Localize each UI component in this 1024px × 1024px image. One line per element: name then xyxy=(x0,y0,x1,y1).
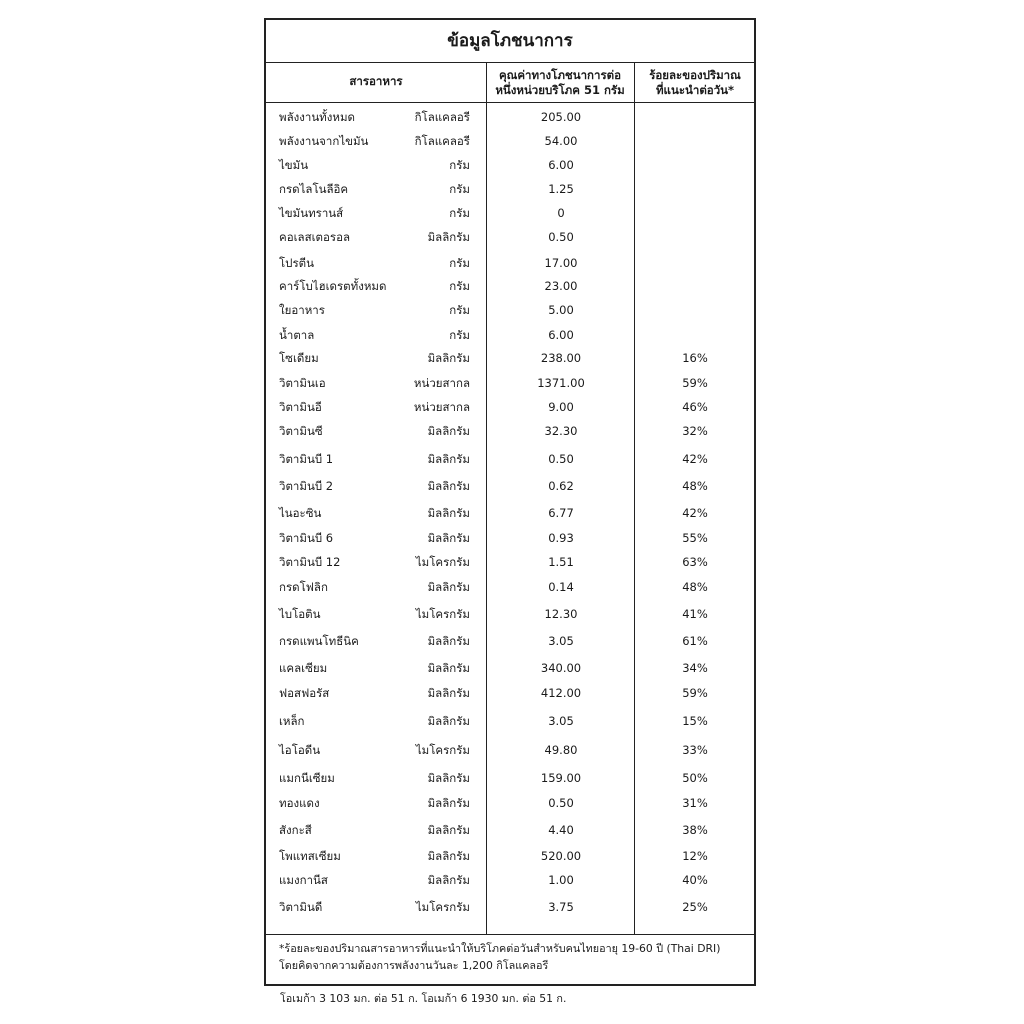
nutrient-value: 0.93 xyxy=(548,531,574,545)
nutrient-percent: 15% xyxy=(682,714,708,728)
omega-note: โอเมก้า 3 103 มก. ต่อ 51 ก. โอเมก้า 6 1930 มก. ต่อ 51 ก. xyxy=(280,992,567,1005)
footnote-line-2: โดยคิดจากความต้องการพลังงานวันละ 1,200 กิโลแคลอรี xyxy=(279,959,549,972)
nutrient-percent: 16% xyxy=(682,351,708,365)
table-row xyxy=(266,869,754,891)
nutrient-name: คอเลสเตอรอล xyxy=(279,230,351,244)
nutrient-percent: 42% xyxy=(682,452,708,466)
nutrient-unit: ไมโครกรัม xyxy=(415,743,470,757)
nutrient-value: 340.00 xyxy=(540,661,582,675)
nutrient-name: กรดแพนโทธีนิค xyxy=(279,634,359,648)
nutrient-name: ไนอะซิน xyxy=(279,506,322,520)
nutrient-percent: 59% xyxy=(682,376,708,390)
header-percent-rdi: ร้อยละของปริมาณ ที่แนะนำต่อวัน* xyxy=(649,68,741,97)
nutrient-unit: กรัม xyxy=(449,328,470,342)
nutrient-unit: ไมโครกรัม xyxy=(415,607,470,621)
nutrient-value: 6.00 xyxy=(548,158,574,172)
nutrient-percent: 25% xyxy=(682,900,708,914)
nutrient-name: โพแทสเซียม xyxy=(279,849,341,863)
nutrient-unit: มิลลิกรัม xyxy=(427,849,470,863)
nutrient-name: วิตามินอี xyxy=(279,400,322,414)
table-row xyxy=(266,603,754,625)
nutrient-value: 3.05 xyxy=(548,634,574,648)
table-row xyxy=(266,767,754,789)
nutrient-unit: กิโลแคลอรี xyxy=(414,134,470,148)
nutrient-unit: มิลลิกรัม xyxy=(427,714,470,728)
table-row xyxy=(266,657,754,679)
table-row xyxy=(266,226,754,248)
nutrient-value: 9.00 xyxy=(548,400,574,414)
nutrient-name: แมงกานีส xyxy=(279,873,328,887)
nutrient-value: 12.30 xyxy=(544,607,578,621)
nutrient-name: เหล็ก xyxy=(279,714,305,728)
nutrient-value: 520.00 xyxy=(540,849,582,863)
nutrient-value: 32.30 xyxy=(544,424,578,438)
table-row xyxy=(266,551,754,573)
nutrient-unit: หน่วยสากล xyxy=(413,376,470,390)
nutrient-name: สังกะสี xyxy=(279,823,312,837)
nutrient-percent: 63% xyxy=(682,555,708,569)
nutrient-name: ไขมันทรานส์ xyxy=(279,206,344,220)
table-row xyxy=(266,299,754,321)
table-row xyxy=(266,275,754,297)
nutrient-name: วิตามินเอ xyxy=(279,376,326,390)
nutrient-value: 205.00 xyxy=(540,110,582,124)
table-row xyxy=(266,202,754,224)
nutrient-unit: มิลลิกรัม xyxy=(427,796,470,810)
nutrient-name: ฟอสฟอรัส xyxy=(279,686,330,700)
table-row xyxy=(266,739,754,761)
nutrient-percent: 50% xyxy=(682,771,708,785)
nutrient-unit: กรัม xyxy=(449,182,470,196)
table-row xyxy=(266,502,754,524)
table-row xyxy=(266,154,754,176)
nutrient-unit: หน่วยสากล xyxy=(413,400,470,414)
footnote-line-1: *ร้อยละของปริมาณสารอาหารที่แนะนำให้บริโภคต่อวันสำหรับคนไทยอายุ 19-60 ปี (Thai DRI) xyxy=(279,942,721,955)
nutrient-unit: มิลลิกรัม xyxy=(427,351,470,365)
nutrient-name: กรดโฟลิก xyxy=(279,580,328,594)
nutrient-name: วิตามินบี 6 xyxy=(279,531,334,545)
nutrient-value: 1.51 xyxy=(548,555,574,569)
nutrient-percent: 55% xyxy=(682,531,708,545)
nutrient-value: 4.40 xyxy=(548,823,574,837)
table-row xyxy=(266,324,754,346)
nutrient-name: พลังงานทั้งหมด xyxy=(279,110,356,124)
table-row xyxy=(266,792,754,814)
nutrient-percent: 34% xyxy=(682,661,708,675)
nutrient-unit: กรัม xyxy=(449,206,470,220)
nutrient-unit: กิโลแคลอรี xyxy=(414,110,470,124)
nutrient-value: 0 xyxy=(557,206,565,220)
nutrient-unit: มิลลิกรัม xyxy=(427,634,470,648)
nutrient-value: 3.75 xyxy=(548,900,574,914)
nutrient-unit: กรัม xyxy=(449,158,470,172)
nutrient-name: ไอโอดีน xyxy=(279,743,321,757)
nutrient-value: 0.62 xyxy=(548,479,574,493)
nutrient-percent: 31% xyxy=(682,796,708,810)
nutrient-value: 0.50 xyxy=(548,452,574,466)
nutrient-value: 412.00 xyxy=(540,686,582,700)
nutrient-unit: มิลลิกรัม xyxy=(427,230,470,244)
nutrient-value: 17.00 xyxy=(544,256,578,270)
nutrient-unit: มิลลิกรัม xyxy=(427,452,470,466)
nutrient-value: 6.00 xyxy=(548,328,574,342)
table-row xyxy=(266,682,754,704)
nutrient-name: ไขมัน xyxy=(279,158,309,172)
nutrient-percent: 32% xyxy=(682,424,708,438)
nutrient-name: ทองแดง xyxy=(279,796,320,810)
nutrient-unit: กรัม xyxy=(449,303,470,317)
nutrient-unit: มิลลิกรัม xyxy=(427,873,470,887)
nutrient-unit: ไมโครกรัม xyxy=(415,900,470,914)
nutrient-percent: 48% xyxy=(682,479,708,493)
nutrient-unit: ไมโครกรัม xyxy=(415,555,470,569)
table-row xyxy=(266,845,754,867)
table-row xyxy=(266,396,754,418)
nutrient-unit: มิลลิกรัม xyxy=(427,531,470,545)
nutrient-name: แคลเซียม xyxy=(279,661,328,675)
nutrient-value: 238.00 xyxy=(540,351,582,365)
table-row xyxy=(266,576,754,598)
table-row xyxy=(266,420,754,442)
nutrient-value: 6.77 xyxy=(548,506,574,520)
footer-divider xyxy=(266,934,754,935)
nutrient-unit: มิลลิกรัม xyxy=(427,479,470,493)
table-row xyxy=(266,106,754,128)
nutrient-unit: กรัม xyxy=(449,279,470,293)
nutrient-unit: มิลลิกรัม xyxy=(427,771,470,785)
nutrition-facts-panel xyxy=(264,18,756,986)
nutrient-unit: กรัม xyxy=(449,256,470,270)
nutrient-percent: 41% xyxy=(682,607,708,621)
nutrient-value: 1371.00 xyxy=(537,376,585,390)
nutrient-value: 5.00 xyxy=(548,303,574,317)
nutrient-percent: 46% xyxy=(682,400,708,414)
nutrient-unit: มิลลิกรัม xyxy=(427,823,470,837)
nutrient-percent: 59% xyxy=(682,686,708,700)
table-row xyxy=(266,130,754,152)
header-divider xyxy=(266,102,754,103)
nutrient-value: 23.00 xyxy=(544,279,578,293)
nutrient-percent: 12% xyxy=(682,849,708,863)
table-row xyxy=(266,178,754,200)
nutrient-name: น้ำตาล xyxy=(279,328,315,342)
title-divider xyxy=(266,62,754,63)
nutrient-percent: 40% xyxy=(682,873,708,887)
table-row xyxy=(266,819,754,841)
table-row xyxy=(266,896,754,918)
table-row xyxy=(266,527,754,549)
nutrient-name: แมกนีเซียม xyxy=(279,771,335,785)
nutrient-unit: มิลลิกรัม xyxy=(427,661,470,675)
nutrient-value: 0.50 xyxy=(548,796,574,810)
nutrient-value: 1.00 xyxy=(548,873,574,887)
nutrient-value: 3.05 xyxy=(548,714,574,728)
nutrient-name: วิตามินซี xyxy=(279,424,323,438)
nutrient-percent: 38% xyxy=(682,823,708,837)
nutrient-name: วิตามินบี 2 xyxy=(279,479,334,493)
nutrient-name: วิตามินบี 12 xyxy=(279,555,341,569)
nutrient-name: พลังงานจากไขมัน xyxy=(279,134,369,148)
nutrient-name: โปรตีน xyxy=(279,256,314,270)
table-row xyxy=(266,252,754,274)
nutrient-name: วิตามินดี xyxy=(279,900,323,914)
nutrient-unit: มิลลิกรัม xyxy=(427,506,470,520)
nutrient-name: โซเดียม xyxy=(279,351,319,365)
nutrient-value: 159.00 xyxy=(540,771,582,785)
nutrient-value: 49.80 xyxy=(544,743,578,757)
header-value-per-serving: คุณค่าทางโภชนาการต่อ หนึ่งหน่วยบริโภค 51 กรัม xyxy=(495,68,625,97)
footnote xyxy=(279,940,746,974)
nutrient-value: 0.50 xyxy=(548,230,574,244)
nutrient-percent: 48% xyxy=(682,580,708,594)
nutrient-percent: 61% xyxy=(682,634,708,648)
table-row xyxy=(266,630,754,652)
table-row xyxy=(266,475,754,497)
nutrient-percent: 42% xyxy=(682,506,708,520)
header-nutrient: สารอาหาร xyxy=(349,74,403,88)
nutrient-value: 1.25 xyxy=(548,182,574,196)
nutrition-title: ข้อมูลโภชนาการ xyxy=(447,31,573,51)
nutrient-unit: มิลลิกรัม xyxy=(427,580,470,594)
nutrient-value: 54.00 xyxy=(544,134,578,148)
table-row xyxy=(266,448,754,470)
nutrient-unit: มิลลิกรัม xyxy=(427,686,470,700)
nutrient-name: คาร์โบไฮเดรตทั้งหมด xyxy=(279,279,387,293)
nutrient-value: 0.14 xyxy=(548,580,574,594)
nutrient-percent: 33% xyxy=(682,743,708,757)
nutrient-unit: มิลลิกรัม xyxy=(427,424,470,438)
table-row xyxy=(266,347,754,369)
nutrient-name: ใยอาหาร xyxy=(279,303,325,317)
table-row xyxy=(266,372,754,394)
table-row xyxy=(266,710,754,732)
nutrient-name: กรดไลโนลีอิค xyxy=(279,182,349,196)
nutrient-name: วิตามินบี 1 xyxy=(279,452,334,466)
nutrient-name: ไบโอติน xyxy=(279,607,321,621)
